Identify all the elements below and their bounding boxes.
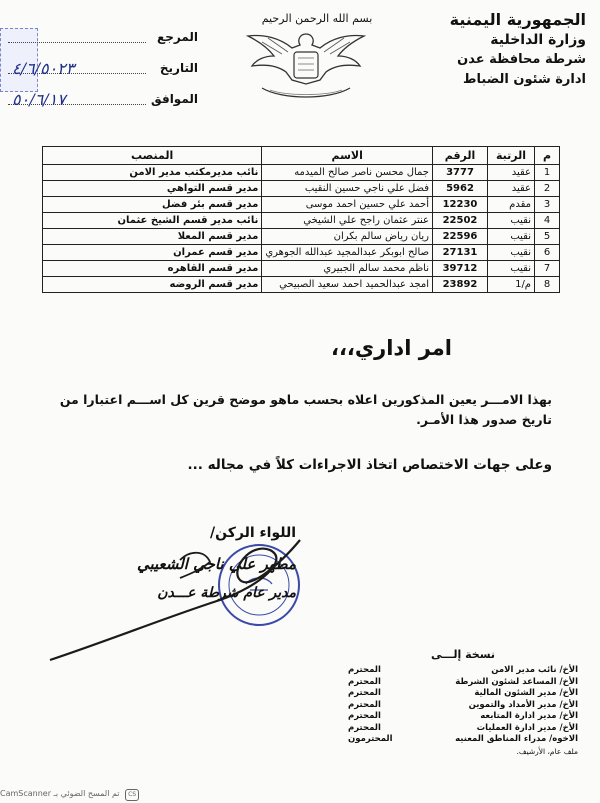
cell-pos: مدير قسم بئر فضل bbox=[43, 197, 262, 213]
cell-rank: نقيب bbox=[488, 245, 535, 261]
cell-pos: مدير قسم التواهي bbox=[43, 181, 262, 197]
scanner-footer bbox=[0, 789, 139, 801]
cell-pos: نائب مديرمكتب مدير الامن bbox=[43, 165, 262, 181]
cell-name: فضل علي ناجي حسين النقيب bbox=[262, 181, 433, 197]
cell-num: 22596 bbox=[433, 229, 488, 245]
cell-num: 27131 bbox=[433, 245, 488, 261]
date-row bbox=[8, 59, 198, 90]
list-item bbox=[348, 665, 578, 677]
cell-num: 39712 bbox=[433, 261, 488, 277]
cell-num: 23892 bbox=[433, 277, 488, 293]
order-paragraph: بهذا الامـــر يعين المذكورين اعلاه بحسب ماهو موضح قرين كل اســـم اعتبارا من تاريخ صدور هذا الأمـر. bbox=[59, 392, 552, 427]
cell-name: ناظم محمد سالم الجبيري bbox=[262, 261, 433, 277]
honorific: المحترم bbox=[348, 676, 381, 687]
cell-name: ريان رياض سالم بكران bbox=[262, 229, 433, 245]
honorific: المحترم bbox=[348, 688, 381, 698]
copies-to-block bbox=[348, 648, 578, 756]
recipient: الأخ/ مدير الأمداد والتموين bbox=[468, 699, 578, 710]
order-title: امر اداري،،، bbox=[330, 336, 452, 360]
column-header: الرتبة bbox=[488, 147, 535, 165]
signatory-title: مدير عام شرطة عـــدن bbox=[157, 585, 296, 601]
dotted-line bbox=[8, 42, 146, 43]
copies-to-heading: نسخة إلـــى bbox=[430, 648, 496, 661]
honorific: المحترم bbox=[348, 711, 381, 721]
field-label: المرجع bbox=[157, 30, 198, 44]
table-row bbox=[43, 245, 560, 261]
reference-row bbox=[8, 28, 198, 59]
field-value: ٥٠/٦/١٧ bbox=[12, 90, 66, 109]
column-header: م bbox=[535, 147, 560, 165]
cell-name: جمال محسن ناصر صالح الميدمه bbox=[262, 165, 433, 181]
scanner-credit: تم المسح الضوئي بـ CamScanner bbox=[0, 789, 120, 798]
reference-fields bbox=[8, 28, 198, 121]
basmala: بسم الله الرحمن الرحيم bbox=[261, 12, 373, 25]
eagle-emblem-icon bbox=[242, 28, 370, 104]
recipient: الأخ/ مدير الشئون المالية bbox=[474, 688, 578, 698]
archive-note: ملف عام، الأرشيف. bbox=[516, 746, 578, 756]
list-item bbox=[348, 734, 578, 746]
column-header: الرقم bbox=[433, 147, 488, 165]
table-body bbox=[43, 165, 560, 293]
column-header: المنصب bbox=[43, 147, 262, 165]
issuer-line: وزارة الداخلية bbox=[490, 32, 586, 48]
appointments-table bbox=[42, 146, 560, 293]
table-row bbox=[43, 277, 560, 293]
cell-name: عنتر عثمان راجح علي الشيخي bbox=[262, 213, 433, 229]
cell-num: 22502 bbox=[433, 213, 488, 229]
column-header: الاسم bbox=[262, 147, 433, 165]
cell-m: 3 bbox=[535, 197, 560, 213]
recipient: الأخ/ مدير ادارة المتابعه bbox=[480, 711, 578, 721]
cell-pos: نائب مدير قسم الشيخ عثمان bbox=[43, 213, 262, 229]
cell-m: 5 bbox=[535, 229, 560, 245]
recipient: الأخ/ مدير ادارة العمليات bbox=[476, 722, 578, 733]
table-row bbox=[43, 229, 560, 245]
handwritten-signature bbox=[30, 520, 330, 670]
cell-name: أحمد علي حسين احمد موسى bbox=[262, 197, 433, 213]
honorific: المحترم bbox=[348, 699, 381, 710]
cell-name: صالح ابوبكر عبدالمجيد عبدالله الجوهري bbox=[262, 245, 433, 261]
field-label: الموافق bbox=[151, 92, 198, 106]
cell-rank: مقدم bbox=[488, 197, 535, 213]
recipient: الاخوه/ مدراء المناطق المعنيه bbox=[455, 734, 578, 744]
issuer-line: الجمهورية اليمنية bbox=[449, 10, 586, 29]
hijri-date-row bbox=[8, 90, 198, 121]
recipient: الأخ/ المساعد لشئون الشرطة bbox=[455, 676, 578, 687]
cell-rank: عقيد bbox=[488, 165, 535, 181]
list-item bbox=[348, 711, 578, 723]
cell-pos: مدير قسم القاهره bbox=[43, 261, 262, 277]
table-row bbox=[43, 165, 560, 181]
table-row bbox=[43, 261, 560, 277]
issuer-line: ادارة شئون الضباط bbox=[463, 72, 586, 87]
cell-rank: نقيب bbox=[488, 229, 535, 245]
list-item bbox=[348, 723, 578, 735]
list-item bbox=[348, 677, 578, 689]
list-item bbox=[348, 700, 578, 712]
signatory-rank: اللواء الركن/ bbox=[210, 525, 296, 541]
table-row bbox=[43, 181, 560, 197]
issuer-line: شرطة محافظة عدن bbox=[457, 52, 586, 67]
table-header-row bbox=[43, 147, 560, 165]
issuer-block bbox=[416, 10, 586, 90]
cell-pos: مدير قسم الروضه bbox=[43, 277, 262, 293]
field-label: التاريخ bbox=[159, 61, 198, 75]
table-row bbox=[43, 197, 560, 213]
cell-num: 3777 bbox=[433, 165, 488, 181]
order-paragraph: وعلى جهات الاختصاص اتخاذ الاجراءات كلاً في مجاله ... bbox=[187, 457, 552, 473]
cell-num: 12230 bbox=[433, 197, 488, 213]
cell-num: 5962 bbox=[433, 181, 488, 197]
recipient: الأخ/ نائب مدير الامن bbox=[491, 665, 578, 675]
cell-name: امجد عبدالحميد احمد سعيد الصبيحي bbox=[262, 277, 433, 293]
cell-rank: م/1 bbox=[488, 277, 535, 293]
cell-m: 4 bbox=[535, 213, 560, 229]
honorific: المحترم bbox=[348, 665, 381, 675]
cell-m: 8 bbox=[535, 277, 560, 293]
cell-m: 1 bbox=[535, 165, 560, 181]
cell-m: 7 bbox=[535, 261, 560, 277]
cell-m: 6 bbox=[535, 245, 560, 261]
camscanner-icon: CS bbox=[125, 789, 139, 801]
cell-pos: مدير قسم عمران bbox=[43, 245, 262, 261]
cell-m: 2 bbox=[535, 181, 560, 197]
cell-rank: نقيب bbox=[488, 261, 535, 277]
honorific: المحترمون bbox=[348, 734, 393, 744]
honorific: المحترم bbox=[348, 722, 381, 733]
cell-rank: عقيد bbox=[488, 181, 535, 197]
field-value: ٤/٦/٥٠٢٣ bbox=[12, 59, 75, 78]
signatory-name: مطهر علي ناجي الشعيبي bbox=[136, 555, 296, 573]
cell-rank: نقيب bbox=[488, 213, 535, 229]
cell-pos: مدير قسم المعلا bbox=[43, 229, 262, 245]
copies-to-list bbox=[348, 665, 578, 746]
list-item bbox=[348, 688, 578, 700]
table-row bbox=[43, 213, 560, 229]
